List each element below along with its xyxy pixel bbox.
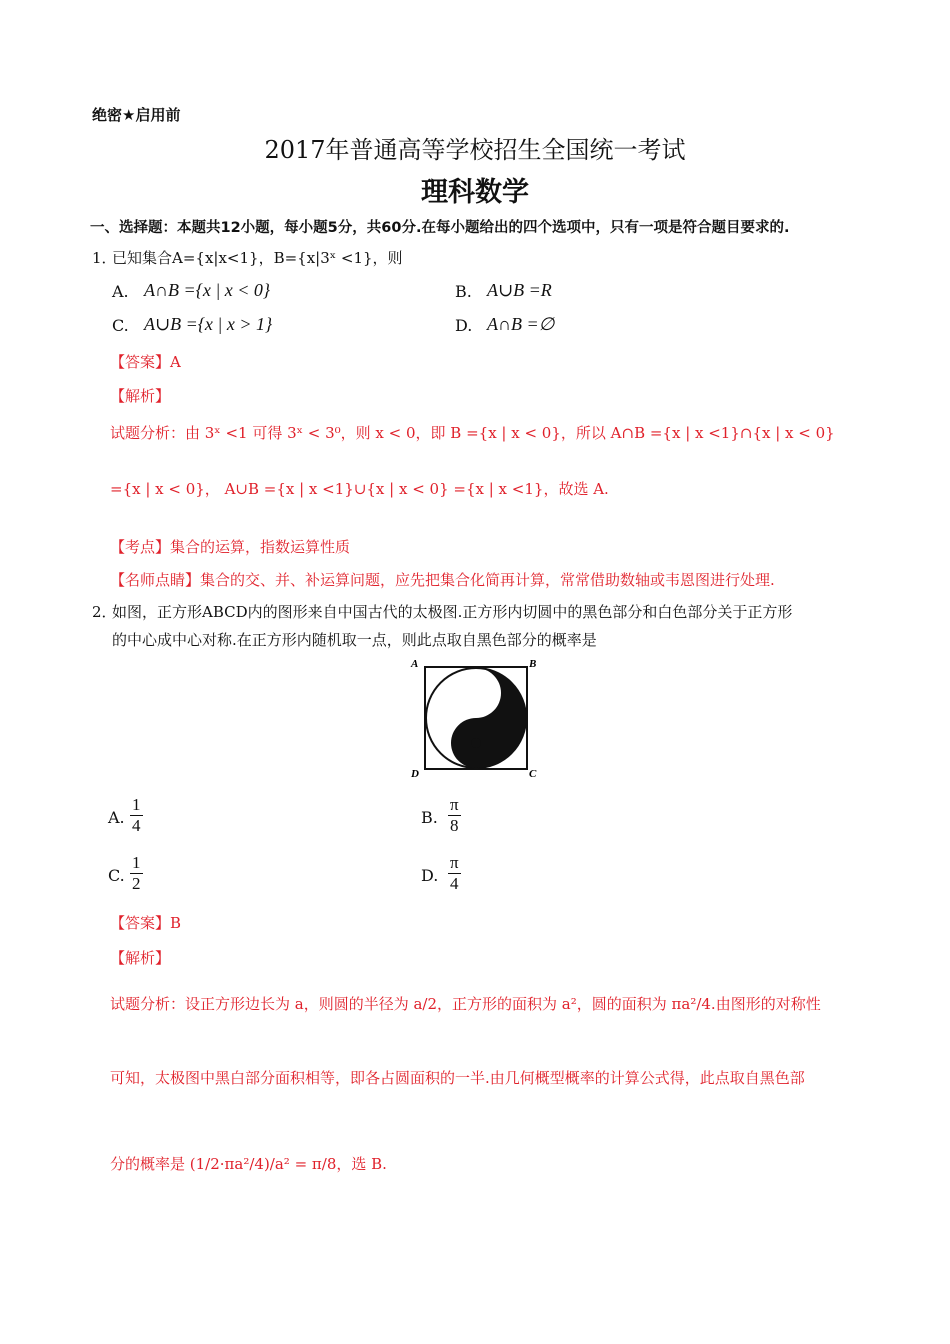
q2-option-b-den: 8 — [450, 815, 459, 835]
q1-answer: 【答案】A — [110, 353, 181, 371]
q1-analysis-line1: 试题分析：由 3ˣ <1 可得 3ˣ < 3⁰，则 x < 0，即 B ={x | x < 0}，所以 A∩B ={x | x <1}∩{x | x < 0} — [110, 424, 835, 442]
subject-title: 理科数学 — [421, 177, 529, 208]
q2-answer: 【答案】B — [110, 914, 182, 932]
q1-option-b-label: B. — [455, 282, 472, 301]
q2-option-d — [448, 853, 461, 893]
q1-analysis-tag: 【解析】 — [110, 387, 171, 405]
q2-stem-line1: 如图，正方形ABCD内的图形来自中国古代的太极图.正方形内切圆中的黑色部分和白色部分关于正方形 — [112, 603, 793, 621]
q2-option-d-den: 4 — [450, 873, 459, 893]
q1-option-a: A∩B ={x | x < 0} — [144, 280, 271, 300]
q1-option-b: A∪B =R — [487, 280, 552, 300]
q2-analysis-line2: 可知，太极图中黑白部分面积相等，即各占圆面积的一半.由几何概型概率的计算公式得，此点取自黑色部 — [110, 1069, 805, 1087]
q2-analysis-line3: 分的概率是 (1/2·πa²/4)/a² = π/8，选 B. — [110, 1155, 387, 1173]
q2-option-c-num: 1 — [132, 853, 141, 872]
q2-option-d-num: π — [450, 853, 459, 872]
white-dot — [471, 688, 481, 698]
q1-kaodian: 【考点】集合的运算，指数运算性质 — [110, 538, 351, 556]
q2-number: 2． — [92, 603, 117, 621]
q1-mingshi: 【名师点睛】集合的交、并、补运算问题，应先把集合化简再计算，常常借助数轴或韦恩图进行处理. — [110, 571, 775, 589]
label-b: B — [529, 658, 537, 670]
q2-stem-line2: 的中心成中心对称.在正方形内随机取一点，则此点取自黑色部分的概率是 — [112, 631, 597, 649]
q2-option-c — [130, 853, 143, 893]
q2-option-b-num: π — [450, 795, 459, 814]
black-dot — [471, 738, 481, 748]
q1-number: 1． — [92, 249, 117, 267]
q2-option-d-label: D. — [421, 866, 439, 885]
label-a: A — [411, 658, 419, 670]
q2-analysis-line1: 试题分析：设正方形边长为 a，则圆的半径为 a/2，正方形的面积为 a²，圆的面积为 πa²/4.由图形的对称性 — [110, 995, 821, 1013]
q2-analysis-tag: 【解析】 — [110, 949, 171, 967]
q2-option-a-den: 4 — [132, 815, 141, 835]
q1-option-c-label: C. — [112, 316, 129, 335]
q2-option-c-den: 2 — [132, 873, 141, 893]
q2-option-b-label: B. — [421, 808, 438, 827]
q1-stem: 已知集合A={x|x<1}，B={x|3ˣ <1}，则 — [112, 249, 403, 267]
secret-mark: 绝密★启用前 — [92, 106, 181, 124]
q1-option-d-label: D. — [455, 316, 473, 335]
q2-option-a — [130, 795, 143, 835]
q2-option-c-label: C. — [108, 866, 125, 885]
taiji-figure — [405, 655, 545, 783]
q1-analysis-line2: ={x | x < 0}， A∪B ={x | x <1}∪{x | x < 0} ={x | x <1}，故选 A. — [110, 480, 609, 498]
q1-option-c: A∪B ={x | x > 1} — [144, 314, 273, 334]
label-c: C — [529, 768, 537, 780]
q1-option-d: A∩B =∅ — [487, 314, 555, 334]
section-heading: 一、选择题：本题共12小题，每小题5分，共60分.在每小题给出的四个选项中，只有一项是符合题目要求的. — [90, 220, 790, 236]
q2-option-b — [448, 795, 461, 835]
exam-title: 2017年普通高等学校招生全国统一考试 — [264, 136, 686, 164]
q2-option-a-num: 1 — [132, 795, 141, 814]
q1-option-a-label: A. — [112, 282, 129, 301]
label-d: D — [411, 768, 419, 780]
q2-option-a-label: A. — [108, 808, 125, 827]
